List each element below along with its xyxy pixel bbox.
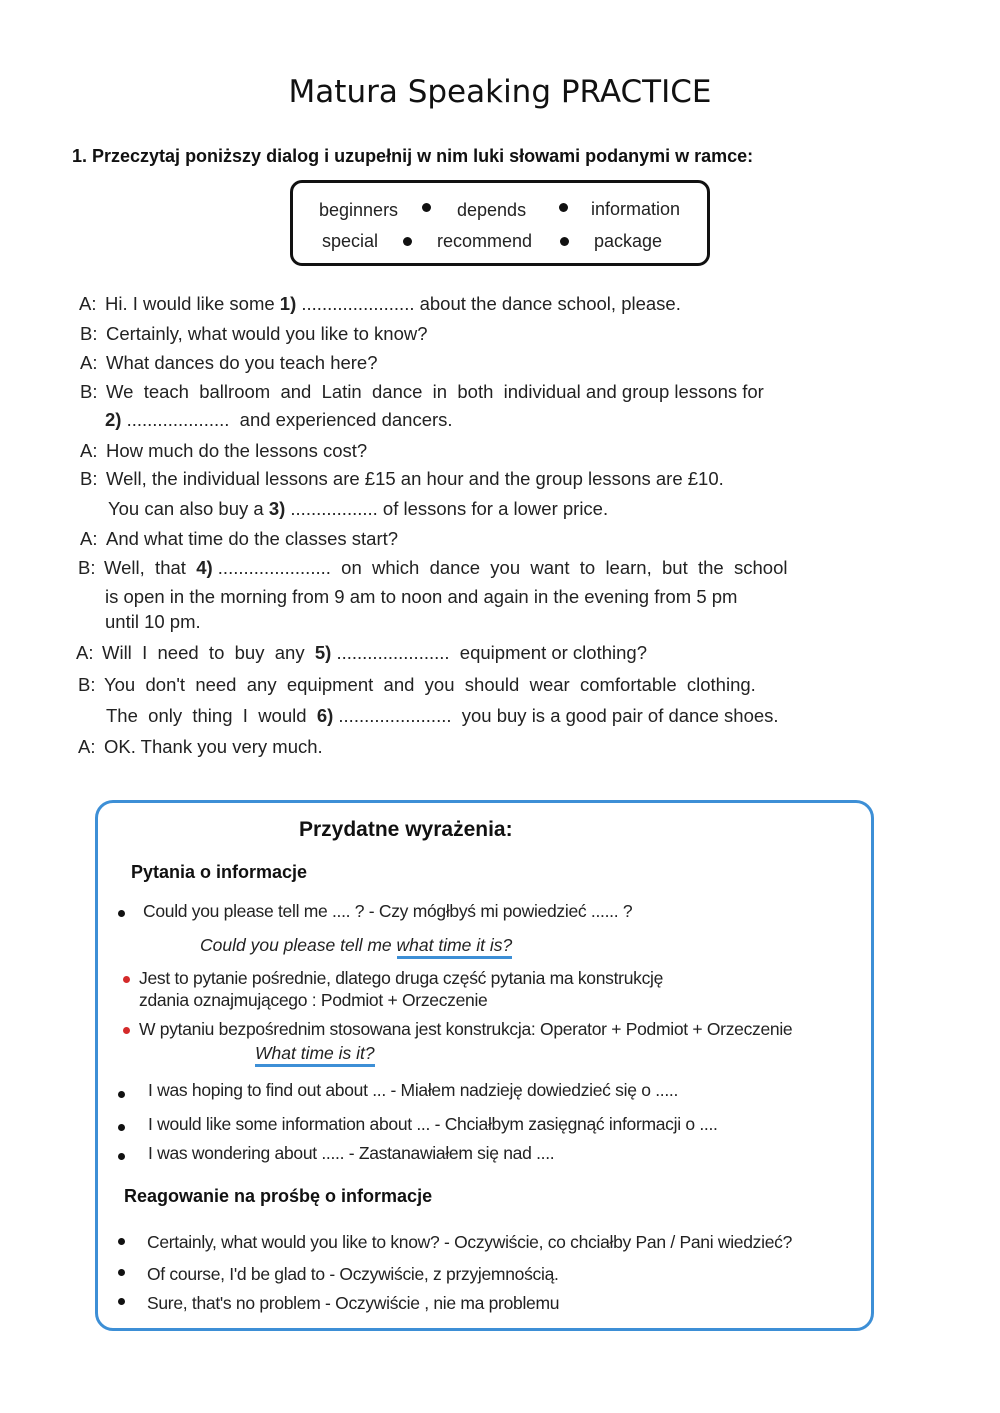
speaker-label: A: xyxy=(80,528,98,549)
word-box xyxy=(290,180,710,266)
speaker-label: A: xyxy=(76,642,94,663)
dialog-line xyxy=(80,381,764,403)
dialog-text: Well, that xyxy=(104,557,197,578)
section-heading-questions: Pytania o informacje xyxy=(131,862,308,882)
phrase-item: I was hoping to find out about ... - Miałem nadzieję dowiedzieć się o ..... xyxy=(148,1080,679,1100)
bullet xyxy=(118,910,125,917)
dialog-line xyxy=(108,498,608,520)
note-line: W pytaniu bezpośrednim stosowana jest konstrukcja: Operator + Podmiot + Orzeczenie xyxy=(139,1019,793,1039)
speaker-label: B: xyxy=(80,468,98,489)
phrase-item: I would like some information about ... - Chciałbym zasięgnąć informacji o .... xyxy=(148,1114,718,1134)
dialog-line xyxy=(80,352,378,374)
dialog-line xyxy=(105,586,737,608)
gap-number: 2) xyxy=(105,409,122,430)
dialog-text: Well, the individual lessons are £15 an hour and the group lessons are £10. xyxy=(106,468,724,489)
bullet xyxy=(118,1238,125,1245)
speaker-label: A: xyxy=(80,352,98,373)
phrase-item: Could you please tell me .... ? - Czy mógłbyś mi powiedzieć ...... ? xyxy=(143,901,633,921)
dialog-line xyxy=(80,440,367,462)
example-underlined: What time is it? xyxy=(255,1043,375,1067)
word-special: special xyxy=(322,231,379,251)
red-bullet xyxy=(123,1027,130,1034)
dialog-line xyxy=(78,557,787,579)
speaker-label: B: xyxy=(78,557,96,578)
dialog-line xyxy=(105,409,453,431)
note-line: zdania oznajmującego : Podmiot + Orzeczenie xyxy=(139,990,488,1010)
word-beginners: beginners xyxy=(319,200,399,220)
word-separator-dot xyxy=(559,203,568,212)
speaker-label: B: xyxy=(78,674,96,695)
dialog-text: ...................... you buy is a good pair of dance shoes. xyxy=(333,705,779,726)
dialog-text: And what time do the classes start? xyxy=(106,528,399,549)
dialog-text: .................... and experienced dancers. xyxy=(121,409,453,430)
phrase-item: I was wondering about ..... - Zastanawiałem się nad .... xyxy=(148,1143,555,1163)
gap-number: 6) xyxy=(316,705,334,726)
phrase-item: Of course, I'd be glad to - Oczywiście, z przyjemnością. xyxy=(147,1264,559,1284)
dialog-text: OK. Thank you very much. xyxy=(104,736,323,757)
exercise-instruction: 1. Przeczytaj poniższy dialog i uzupełnij w nim luki słowami podanymi w ramce: xyxy=(72,146,754,166)
dialog-text: Will I need to buy any xyxy=(102,642,315,663)
word-information: information xyxy=(591,199,681,219)
dialog-line xyxy=(80,468,724,490)
word-separator-dot xyxy=(403,237,412,246)
word-depends: depends xyxy=(457,200,527,220)
dialog-line xyxy=(106,705,779,727)
dialog-text: You don't need any equipment and you should wear comfortable clothing. xyxy=(104,674,756,695)
page-title: Matura Speaking PRACTICE xyxy=(288,74,712,110)
bullet xyxy=(118,1269,125,1276)
dialog-text: ...................... about the dance school, please. xyxy=(296,293,681,314)
bullet xyxy=(118,1124,125,1131)
gap-number: 1) xyxy=(279,293,297,314)
dialog-line xyxy=(80,528,398,550)
dialog-text: ...................... on which dance you want to learn, but the school xyxy=(212,557,788,578)
speaker-label: A: xyxy=(78,736,96,757)
dialog-line xyxy=(78,674,756,696)
gap-number: 5) xyxy=(314,642,332,663)
bullet xyxy=(118,1153,125,1160)
speaker-label: A: xyxy=(80,440,98,461)
dialog-text: ...................... equipment or clothing? xyxy=(331,642,647,663)
dialog-text: The only thing I would xyxy=(106,705,317,726)
example-underlined: what time it is? xyxy=(397,935,513,959)
word-recommend: recommend xyxy=(437,231,533,251)
dialog-text: Certainly, what would you like to know? xyxy=(106,323,428,344)
dialog-text: ................. of lessons for a lower price. xyxy=(285,498,609,519)
red-bullet xyxy=(123,976,130,983)
section-heading-responses: Reagowanie na prośbę o informacje xyxy=(124,1186,433,1206)
note-line: Jest to pytanie pośrednie, dlatego druga część pytania ma konstrukcję xyxy=(139,968,664,988)
speaker-label: B: xyxy=(80,381,98,402)
example-indirect-question xyxy=(200,935,512,956)
dialog-line xyxy=(80,323,428,345)
dialog-text: Hi. I would like some xyxy=(105,293,280,314)
example-direct-question xyxy=(255,1043,375,1064)
gap-number: 3) xyxy=(268,498,286,519)
word-separator-dot xyxy=(560,237,569,246)
dialog-line xyxy=(105,611,201,633)
dialog-text: You can also buy a xyxy=(108,498,269,519)
useful-phrases-title: Przydatne wyrażenia: xyxy=(299,818,513,841)
dialog-text: We teach ballroom and Latin dance in both individual and group lessons for xyxy=(106,381,764,402)
dialog-text: until 10 pm. xyxy=(105,611,201,632)
speaker-label: B: xyxy=(80,323,98,344)
phrase-item: Sure, that's no problem - Oczywiście , nie ma problemu xyxy=(147,1293,560,1313)
word-separator-dot xyxy=(422,203,431,212)
dialog-text: is open in the morning from 9 am to noon and again in the evening from 5 pm xyxy=(105,586,738,607)
dialog-line xyxy=(79,293,681,315)
bullet xyxy=(118,1091,125,1098)
phrase-item: Certainly, what would you like to know? - Oczywiście, co chciałby Pan / Pani wiedzieć? xyxy=(147,1232,793,1252)
dialog-text: How much do the lessons cost? xyxy=(106,440,368,461)
word-package: package xyxy=(594,231,663,251)
speaker-label: A: xyxy=(79,293,97,314)
dialog-line xyxy=(76,642,647,664)
dialog-text: What dances do you teach here? xyxy=(106,352,378,373)
example-prefix: Could you please tell me xyxy=(200,935,397,955)
bullet xyxy=(118,1298,125,1305)
gap-number: 4) xyxy=(196,557,213,578)
dialog-line xyxy=(78,736,323,758)
